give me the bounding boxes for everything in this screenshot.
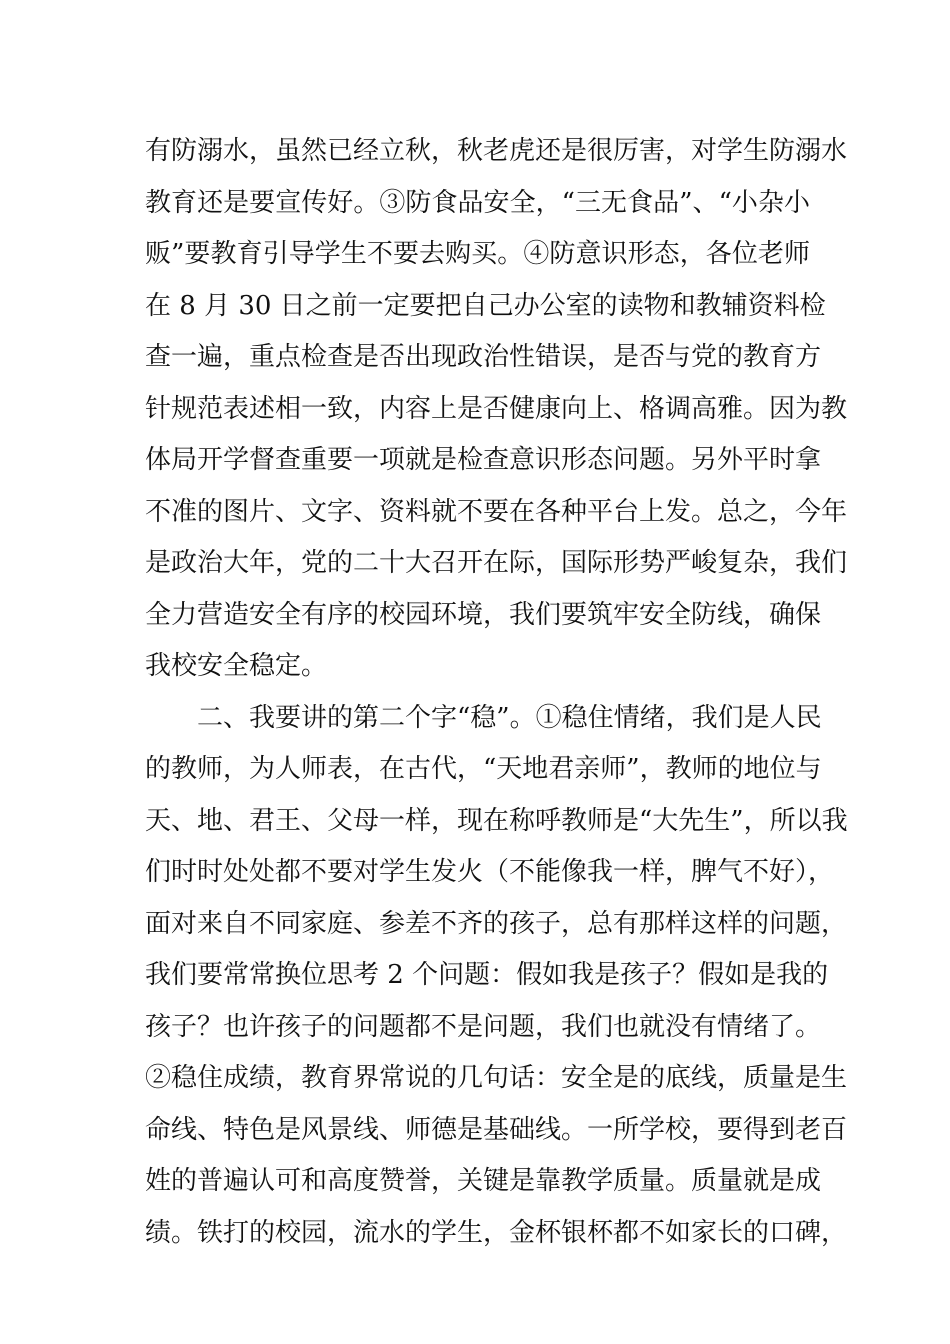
text-line: 命线、特色是风景线、师德是基础线。一所学校，要得到老百: [145, 1114, 848, 1145]
text-line: 绩。铁打的校园，流水的学生，金杯银杯都不如家长的口碑，: [145, 1217, 848, 1248]
text-line: 姓的普遍认可和高度赞誉，关键是靠教学质量。质量就是成: [145, 1166, 822, 1196]
text-line: 的教师，为人师表，在古代，“天地君亲师”，教师的地位与: [145, 754, 822, 784]
text-line: 天、地、君王、父母一样，现在称呼教师是“大先生”，所以我: [145, 805, 848, 836]
paragraph-start-line: 二、我要讲的第二个字“稳”。①稳住情绪，我们是人民: [197, 702, 822, 733]
text-line: 全力营造安全有序的校园环境，我们要筑牢安全防线，确保: [145, 599, 822, 630]
text-line: 有防溺水，虽然已经立秋，秋老虎还是很厉害，对学生防溺水: [145, 136, 848, 166]
text-line: ②稳住成绩，教育界常说的几句话：安全是的底线，质量是生: [145, 1063, 848, 1093]
text-line: 贩”要教育引导学生不要去购买。④防意识形态，各位老师: [145, 239, 810, 269]
text-line: 孩子？也许孩子的问题都不是问题，我们也就没有情绪了。: [145, 1011, 822, 1042]
text-line: 教育还是要宣传好。③防食品安全，“三无食品”、“小杂小: [145, 187, 810, 218]
paragraph-end-line: 我校安全稳定。: [145, 651, 328, 681]
text-line: 是政治大年，党的二十大召开在际，国际形势严峻复杂，我们: [145, 548, 848, 578]
text-line: 我们要常常换位思考 2 个问题：假如我是孩子？假如是我的: [145, 960, 829, 990]
text-line: 查一遍，重点检查是否出现政治性错误，是否与党的教育方: [145, 342, 822, 372]
text-line: 体局开学督查重要一项就是检查意识形态问题。另外平时拿: [145, 445, 822, 475]
body-text: [145, 126, 848, 1259]
text-line: 在 8 月 30 日之前一定要把自己办公室的读物和教辅资料检: [145, 290, 826, 321]
text-line: 面对来自不同家庭、参差不齐的孩子，总有那样这样的问题，: [145, 908, 848, 939]
text-line: 们时时处处都不要对学生发火（不能像我一样，脾气不好），: [145, 857, 835, 887]
text-line: 针规范表述相一致，内容上是否健康向上、格调高雅。因为教: [145, 393, 848, 424]
text-line: 不准的图片、文字、资料就不要在各种平台上发。总之，今年: [145, 496, 848, 527]
